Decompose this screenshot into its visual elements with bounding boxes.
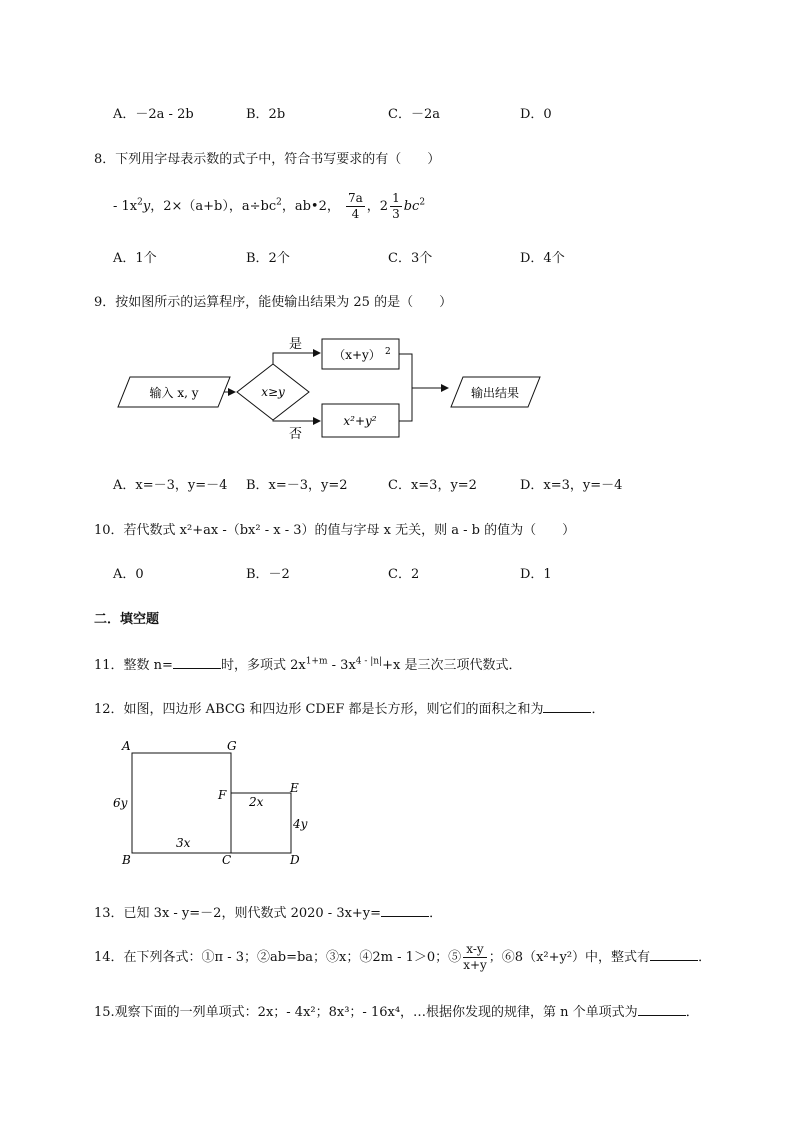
q10-stem: 10．若代数式 x²+ax -（bx² - x - 3）的值与字母 x 无关，则 a - b 的值为（ ） — [94, 523, 576, 538]
q7-option-d: D．0 — [520, 107, 552, 122]
q7-option-c: C．－2a — [388, 107, 440, 122]
q9-stem: 9．按如图所示的运算程序，能使输出结果为 25 的是（ ） — [94, 295, 453, 310]
q8-sup: 2 — [276, 197, 282, 208]
q10-option-b: B．－2 — [246, 567, 290, 582]
flow-yes-box-label: （x+y） — [333, 348, 381, 362]
q8-stem: 8．下列用字母表示数的式子中，符合书写要求的有（ ） — [94, 152, 441, 167]
q9-option-c: C．x=3，y=2 — [388, 478, 477, 493]
q7-option-b: B．2b — [246, 107, 286, 122]
q8-expr-mid2: ，ab•2， — [281, 199, 340, 214]
label-6y: 6y — [113, 796, 128, 810]
q8-expression — [113, 190, 425, 224]
q8-sup: 2 — [419, 197, 426, 208]
q8-fraction: $\frac{7a}{4}$ — [348, 191, 363, 221]
q12-blank[interactable] — [543, 700, 591, 713]
q10-option-a: A．0 — [113, 567, 144, 582]
q7-option-a: A．－2a - 2b — [113, 107, 194, 122]
q9-option-b: B．x=－3，y=2 — [246, 478, 348, 493]
q8-mixed-fraction: $\frac{1}{3}$ — [392, 191, 400, 221]
flow-input-label: 输入 x, y — [149, 386, 199, 400]
flow-no-box-label: x²+y² — [343, 414, 377, 428]
label-c: C — [222, 853, 232, 867]
section-title: 二．填空题 — [94, 612, 160, 627]
q8-mixed-tail: bc — [403, 199, 420, 214]
q12-stem: 12．如图，四边形 ABCG 和四边形 CDEF 都是长方形，则它们的面积之和为 ． — [94, 702, 605, 717]
q10-option-c: C．2 — [388, 567, 420, 582]
q15-blank[interactable] — [638, 1003, 686, 1016]
q8-option-a: A．1个 — [113, 251, 157, 266]
q14-stem: 14．在下列各式：①π - 3；②ab=ba；③x；④2m - 1＞0；⑤ $\frac{x-y}{x+y}$ ；⑥8（x²+y²）中，整式有 ． — [94, 942, 712, 972]
label-2x: 2x — [249, 795, 264, 809]
q12-figure — [108, 736, 318, 868]
q9-option-d: D．x=3，y=－4 — [520, 478, 623, 493]
q8-sup: 2 — [137, 197, 143, 208]
label-a: A — [122, 739, 131, 753]
flow-output-label: 输出结果 — [470, 386, 520, 400]
q13-blank[interactable] — [381, 904, 429, 917]
q11-blank[interactable] — [173, 656, 221, 669]
label-3x: 3x — [176, 836, 191, 850]
flow-condition-label: x≥y — [261, 385, 285, 399]
q10-option-d: D．1 — [520, 567, 552, 582]
flow-no-label: 否 — [289, 427, 303, 442]
q8-option-b: B．2个 — [246, 251, 290, 266]
q8-expr-y: y — [142, 199, 151, 214]
q8-expr-mid1: ，2×（a+b），a÷bc — [150, 199, 277, 214]
q8-option-d: D．4个 — [520, 251, 565, 266]
label-4y: 4y — [293, 817, 308, 831]
q14-blank[interactable] — [650, 948, 698, 961]
flow-yes-label: 是 — [289, 337, 303, 352]
q8-mixed-whole: ，2 — [366, 199, 389, 214]
q15-stem: 15.观察下面的一列单项式：2x；- 4x²；8x³；- 16x⁴，…根据你发现的规律，第 n 个单项式为 ． — [94, 1005, 699, 1020]
q9-flowchart — [110, 332, 550, 444]
flow-yes-box-sup: 2 — [385, 347, 391, 357]
q13-stem: 13．已知 3x - y=－2，则代数式 2020 - 3x+y= ． — [94, 906, 443, 921]
q11-stem: 11．整数 n= 时，多项式 $2x^{1+m} - 3x^{4 - |n|}+x$ 是三次三项代数式． — [94, 656, 522, 673]
label-b: B — [122, 853, 131, 867]
q9-option-a: A．x=－3，y=－4 — [113, 478, 228, 493]
label-d: D — [290, 853, 300, 867]
label-g: G — [227, 739, 237, 753]
label-f: F — [218, 788, 227, 802]
q8-expr-prefix: - 1x — [113, 199, 138, 214]
q14-fraction: $\frac{x-y}{x+y}$ — [463, 942, 487, 972]
q8-option-c: C．3个 — [388, 251, 433, 266]
label-e: E — [290, 781, 299, 795]
